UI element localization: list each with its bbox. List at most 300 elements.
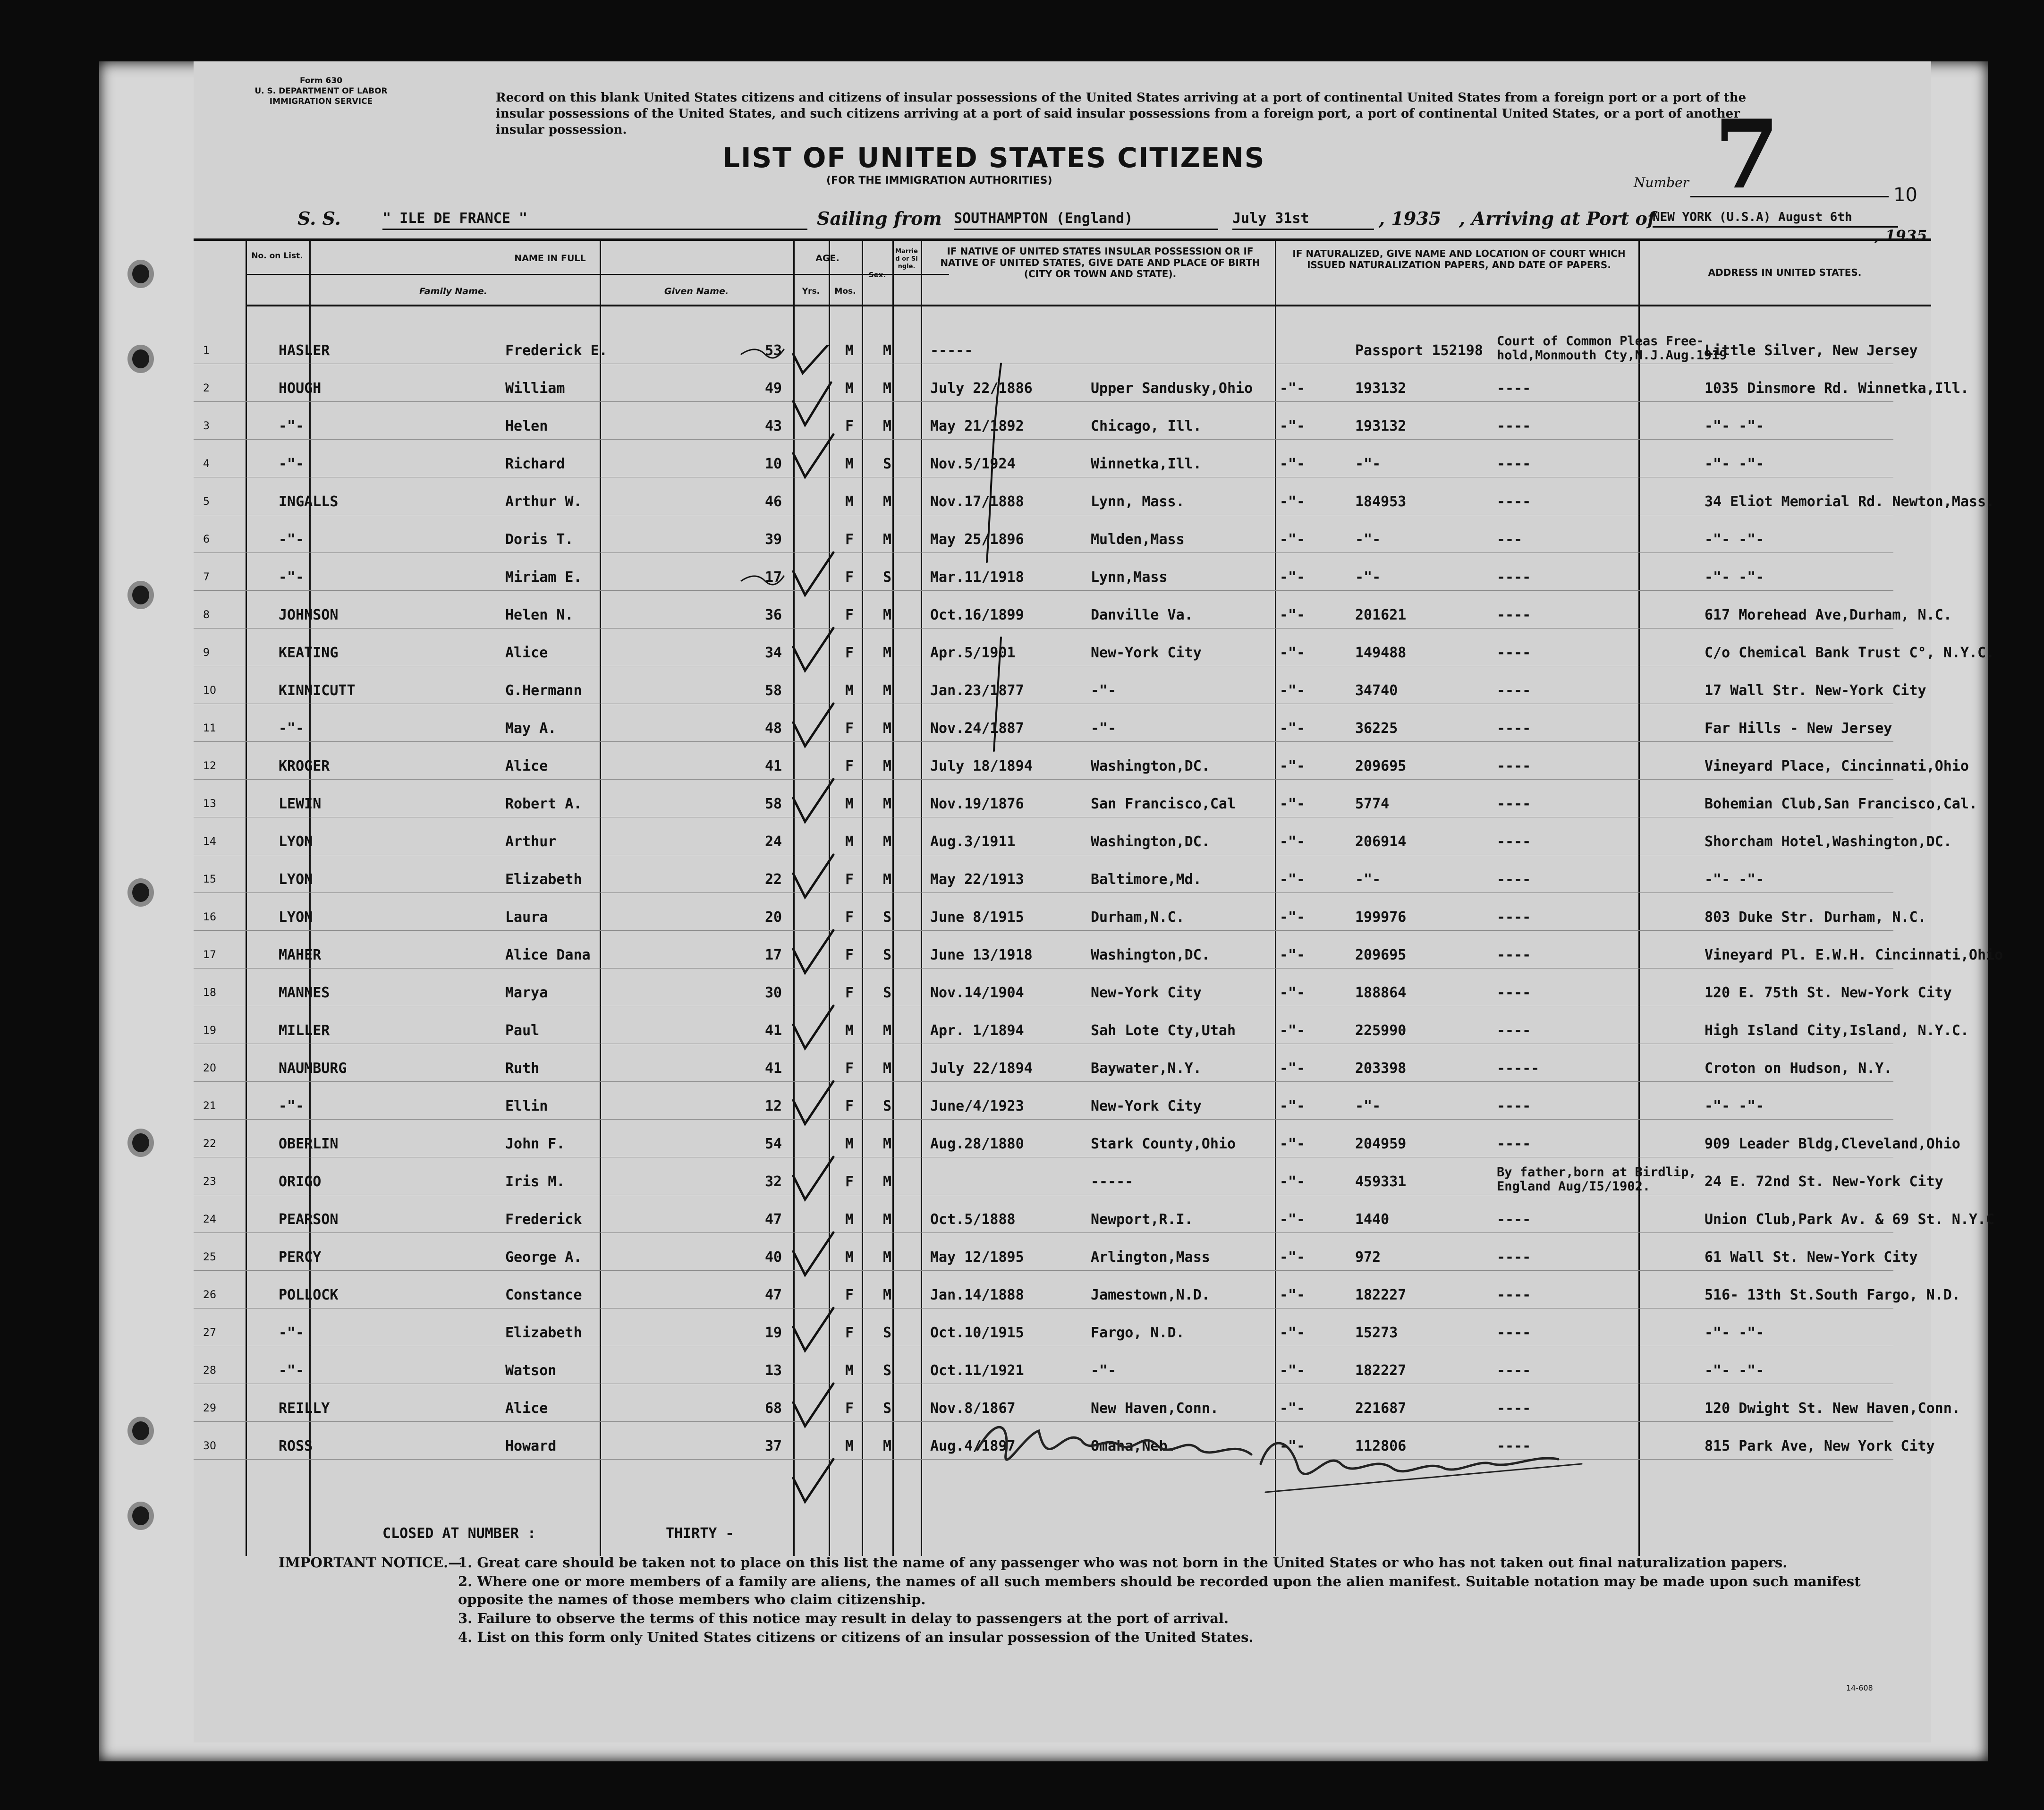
sex: M [845, 456, 854, 472]
family-name: -"- [279, 720, 305, 737]
row-number: 10 [203, 685, 216, 697]
row-number: 3 [203, 420, 210, 432]
marital-status: S [883, 985, 892, 1001]
us-address: 24 E. 72nd St. New-York City [1705, 1173, 1943, 1190]
given-name: Helen [505, 418, 548, 434]
service: IMMIGRATION SERVICE [269, 97, 373, 106]
sex: F [845, 871, 854, 888]
sex: F [845, 1325, 854, 1341]
marital-status: S [883, 1400, 892, 1417]
table-row [194, 590, 1952, 629]
marital-status: M [883, 758, 892, 774]
table-row [194, 1195, 1995, 1233]
given-name: John F. [505, 1136, 565, 1152]
us-address: Union Club,Park Av. & 69 St. N.Y.C [1705, 1211, 1995, 1228]
given-name: Elizabeth [505, 871, 582, 888]
age-years: 68 [765, 1400, 782, 1417]
sex: F [845, 909, 854, 926]
header-address: ADDRESS IN UNITED STATES. [1708, 267, 1862, 278]
birth-date: ----- [930, 342, 973, 359]
row-number: 15 [203, 874, 216, 885]
birth-place: Washington,DC. [1091, 947, 1210, 963]
notice-item: 2. Where one or more members of a family are aliens, the names of all such members should be recorded upon the alien manifest. Suitable notation may be made upon such manifest opposite the names of those members who claim citizenship. [458, 1573, 1861, 1607]
row-number: 21 [203, 1100, 216, 1112]
closed-at-number-value: THIRTY - [666, 1525, 734, 1542]
naturalization-number: 182227 [1355, 1287, 1407, 1303]
header-no: No. on List. [251, 251, 303, 261]
age-years: 12 [765, 1098, 782, 1114]
closed-at-number-label: CLOSED AT NUMBER : [382, 1525, 536, 1542]
table-row [194, 779, 1977, 817]
us-address: 120 E. 75th St. New-York City [1705, 985, 1952, 1001]
header-age: AGE. [815, 253, 840, 263]
family-name: MAHER [279, 947, 322, 963]
family-name: JOHNSON [279, 607, 339, 623]
sex: F [845, 607, 854, 623]
naturalization-court: ---- [1497, 607, 1531, 623]
row-number: 29 [203, 1402, 216, 1414]
table-row [194, 892, 1926, 931]
given-name: Ellin [505, 1098, 548, 1114]
us-address: 803 Duke Str. Durham, N.C. [1705, 909, 1926, 926]
family-name: HASLER [279, 342, 330, 359]
form-footer-code: 14-608 [1846, 1683, 1873, 1692]
family-name: NAUMBURG [279, 1060, 347, 1077]
birth-date: Aug.3/1911 [930, 833, 1016, 850]
naturalization-number: 225990 [1355, 1022, 1407, 1039]
header-naturalized: IF NATURALIZED, GIVE NAME AND LOCATION OF COURT WHICH ISSUED NATURALIZATION PAPERS, AND DATE OF PAPERS. [1292, 248, 1626, 271]
birth-place: Winnetka,Ill. [1091, 456, 1202, 472]
ditto-mark: -"- [1280, 720, 1306, 737]
family-name: -"- [279, 569, 305, 586]
row-number: 11 [203, 722, 216, 734]
row-number: 26 [203, 1289, 216, 1301]
birth-place: Baltimore,Md. [1091, 871, 1202, 888]
family-name: -"- [279, 531, 305, 548]
row-number: 1 [203, 345, 210, 357]
naturalization-number: 221687 [1355, 1400, 1407, 1417]
birth-date: June/4/1923 [930, 1098, 1024, 1114]
marital-status: S [883, 1325, 892, 1341]
birth-place: Fargo, N.D. [1091, 1325, 1185, 1341]
naturalization-court: ---- [1497, 909, 1531, 926]
marital-status: M [883, 1173, 892, 1190]
age-years: 40 [765, 1249, 782, 1266]
marital-status: M [883, 1136, 892, 1152]
given-name: Frederick E. [505, 342, 608, 359]
given-name: Arthur [505, 833, 557, 850]
us-address: 815 Park Ave, New York City [1705, 1438, 1935, 1454]
family-name: MILLER [279, 1022, 330, 1039]
family-name: -"- [279, 1098, 305, 1114]
marital-status: M [883, 418, 892, 434]
microfilm-sheet [99, 61, 2003, 1761]
given-name: Alice Dana [505, 947, 591, 963]
birth-date: Aug.28/1880 [930, 1136, 1024, 1152]
birth-date: June 8/1915 [930, 909, 1024, 926]
family-name: KEATING [279, 645, 339, 661]
marital-status: M [883, 1249, 892, 1266]
given-name: Frederick [505, 1211, 582, 1228]
birth-place: New-York City [1091, 645, 1202, 661]
given-name: Iris M. [505, 1173, 565, 1190]
birth-date: Nov.14/1904 [930, 985, 1024, 1001]
form-identifier [222, 76, 420, 107]
table-row [194, 817, 1952, 855]
birth-place: Sah Lote Cty,Utah [1091, 1022, 1236, 1039]
family-name: ROSS [279, 1438, 313, 1454]
birth-place: Omaha,Neb. [1091, 1438, 1176, 1454]
passenger-table [194, 238, 2003, 1556]
row-number: 5 [203, 496, 210, 508]
naturalization-number: 182227 [1355, 1362, 1407, 1379]
birth-date: Oct.16/1899 [930, 607, 1024, 623]
naturalization-number: 5774 [1355, 796, 1390, 812]
given-name: Doris T. [505, 531, 574, 548]
us-address: 516- 13th St.South Fargo, N.D. [1705, 1287, 1960, 1303]
birth-date: May 21/1892 [930, 418, 1024, 434]
row-number: 12 [203, 760, 216, 772]
ditto-mark: -"- [1280, 1325, 1306, 1341]
table-row [194, 1081, 1893, 1120]
age-years: 49 [765, 380, 782, 397]
age-years: 41 [765, 758, 782, 774]
birth-place: Mulden,Mass [1091, 531, 1185, 548]
header-yrs: Yrs. [802, 287, 820, 296]
given-name: Arthur W. [505, 493, 582, 510]
department: U. S. DEPARTMENT OF LABOR [254, 86, 388, 96]
binder-hole [127, 1417, 154, 1445]
age-years: 22 [765, 871, 782, 888]
birth-place: Arlington,Mass [1091, 1249, 1210, 1266]
given-name: Alice [505, 758, 548, 774]
row-number: 22 [203, 1138, 216, 1150]
naturalization-court: ---- [1497, 833, 1531, 850]
table-row [194, 628, 1995, 666]
naturalization-court: ---- [1497, 1438, 1531, 1454]
naturalization-number: Passport 152198 [1355, 342, 1483, 359]
record-instructions: Record on this blank United States citizens and citizens of insular possessions of the United States arriving at a port of continental United States from a foreign port or a port of the insular possessions of the United States, and such citizens arriving at a port of said insular possessions from a foreign port, a port of continental United States, or a port of another insular possession. [496, 91, 1747, 137]
family-name: HOUGH [279, 380, 322, 397]
naturalization-court: ---- [1497, 569, 1531, 586]
sex: F [845, 1060, 854, 1077]
birth-place: Baywater,N.Y. [1091, 1060, 1202, 1077]
naturalization-number: 972 [1355, 1249, 1381, 1266]
marital-status: M [883, 1022, 892, 1039]
arriving-year: , 1935 [1874, 227, 1927, 245]
header-native: IF NATIVE OF UNITED STATES INSULAR POSSESSION OR IF NATIVE OF UNITED STATES, GIVE DATE AND PLACE OF BIRTH (CITY OR TOWN AND STATE). [940, 246, 1260, 280]
sex: F [845, 1400, 854, 1417]
age-years: 39 [765, 531, 782, 548]
inspector-signature [968, 1407, 1629, 1502]
binder-hole [127, 260, 154, 288]
notice-items [458, 1554, 1874, 1647]
given-name: Marya [505, 985, 548, 1001]
naturalization-number: 36225 [1355, 720, 1398, 737]
family-name: PEARSON [279, 1211, 339, 1228]
birth-place: Danville Va. [1091, 607, 1193, 623]
age-years: 30 [765, 985, 782, 1001]
header-divider [246, 305, 1931, 306]
birth-place: Newport,R.I. [1091, 1211, 1193, 1228]
us-address: -"- -"- [1705, 531, 1764, 548]
given-name: Miriam E. [505, 569, 582, 586]
header-divider [246, 274, 949, 275]
naturalization-number: 201621 [1355, 607, 1407, 623]
number-underline [1690, 196, 1889, 197]
age-years: 53 [765, 342, 782, 359]
row-number: 20 [203, 1062, 216, 1074]
ditto-mark: -"- [1280, 985, 1306, 1001]
birth-date: Jan.14/1888 [930, 1287, 1024, 1303]
sailing-port: SOUTHAMPTON (England) [954, 210, 1218, 230]
naturalization-court: ---- [1497, 380, 1531, 397]
birth-place: -"- [1091, 1362, 1117, 1379]
row-number: 8 [203, 609, 210, 621]
page-subtitle: (FOR THE IMMIGRATION AUTHORITIES) [826, 175, 1052, 187]
table-row [194, 1006, 1969, 1044]
age-years: 54 [765, 1136, 782, 1152]
us-address: 61 Wall St. New-York City [1705, 1249, 1918, 1266]
ditto-mark: -"- [1280, 833, 1306, 850]
given-name: Robert A. [505, 796, 582, 812]
ditto-mark: -"- [1280, 1173, 1306, 1190]
row-number: 24 [203, 1214, 216, 1225]
naturalization-number: -"- [1355, 456, 1381, 472]
family-name: LEWIN [279, 796, 322, 812]
age-years: 17 [765, 569, 782, 586]
binder-hole [127, 345, 154, 373]
header-family-name: Family Name. [419, 286, 488, 297]
naturalization-court: ---- [1497, 1287, 1531, 1303]
family-name: LYON [279, 833, 313, 850]
naturalization-court: ---- [1497, 456, 1531, 472]
naturalization-court: ----- [1497, 1060, 1540, 1077]
sex: F [845, 531, 854, 548]
birth-date: May 22/1913 [930, 871, 1024, 888]
ditto-mark: -"- [1280, 1098, 1306, 1114]
notice-item: 3. Failure to observe the terms of this notice may result in delay to passengers at the port of arrival. [458, 1610, 1229, 1626]
us-address: -"- -"- [1705, 1325, 1764, 1341]
binder-hole [127, 878, 154, 907]
table-row [194, 1346, 1893, 1384]
age-years: 43 [765, 418, 782, 434]
number-label: Number [1634, 175, 1689, 190]
naturalization-number: 209695 [1355, 947, 1407, 963]
naturalization-number: 1440 [1355, 1211, 1390, 1228]
form-number: Form 630 [299, 76, 343, 85]
sex: F [845, 1287, 854, 1303]
sex: F [845, 758, 854, 774]
given-name: Alice [505, 1400, 548, 1417]
age-years: 32 [765, 1173, 782, 1190]
birth-date: Nov.8/1867 [930, 1400, 1016, 1417]
age-years: 24 [765, 833, 782, 850]
corner-number: 10 [1893, 184, 1917, 206]
naturalization-court: ---- [1497, 1362, 1531, 1379]
sex: M [845, 1136, 854, 1152]
ditto-mark: -"- [1280, 569, 1306, 586]
ditto-mark: -"- [1280, 947, 1306, 963]
row-number: 25 [203, 1251, 216, 1263]
naturalization-court: ---- [1497, 645, 1531, 661]
us-address: 1035 Dinsmore Rd. Winnetka,Ill. [1705, 380, 1969, 397]
birth-date: July 18/1894 [930, 758, 1033, 774]
birth-place: Upper Sandusky,Ohio [1091, 380, 1253, 397]
ditto-mark: -"- [1280, 1362, 1306, 1379]
us-address: Croton on Hudson, N.Y. [1705, 1060, 1892, 1077]
given-name: Howard [505, 1438, 557, 1454]
given-name: G.Hermann [505, 682, 582, 699]
sex: M [845, 1211, 854, 1228]
marital-status: M [883, 796, 892, 812]
naturalization-number: 209695 [1355, 758, 1407, 774]
family-name: POLLOCK [279, 1287, 339, 1303]
family-name: -"- [279, 1325, 305, 1341]
ditto-mark: -"- [1280, 758, 1306, 774]
birth-date: Oct.5/1888 [930, 1211, 1016, 1228]
naturalization-number: -"- [1355, 1098, 1381, 1114]
sex: F [845, 1173, 854, 1190]
table-row [194, 855, 1893, 893]
naturalization-number: 149488 [1355, 645, 1407, 661]
birth-date: July 22/1886 [930, 380, 1033, 397]
row-number: 30 [203, 1440, 216, 1452]
sex: F [845, 569, 854, 586]
row-number: 14 [203, 836, 216, 848]
family-name: -"- [279, 1362, 305, 1379]
sex: M [845, 1022, 854, 1039]
naturalization-number: 459331 [1355, 1173, 1407, 1190]
marital-status: S [883, 456, 892, 472]
header-married: Married or Single. [895, 248, 918, 270]
sex: M [845, 1438, 854, 1454]
ditto-mark: -"- [1280, 418, 1306, 434]
birth-date: Nov.5/1924 [930, 456, 1016, 472]
naturalization-number: -"- [1355, 531, 1381, 548]
sex: M [845, 833, 854, 850]
table-row [194, 401, 1893, 440]
table-row [194, 552, 1893, 591]
binder-hole [127, 1129, 154, 1157]
marital-status: M [883, 720, 892, 737]
age-years: 48 [765, 720, 782, 737]
ditto-mark: -"- [1280, 1438, 1306, 1454]
birth-place: Stark County,Ohio [1091, 1136, 1236, 1152]
list-number [1634, 99, 1898, 210]
ditto-mark: -"- [1280, 1249, 1306, 1266]
naturalization-court: ---- [1497, 1136, 1531, 1152]
family-name: LYON [279, 909, 313, 926]
birth-date: Nov.19/1876 [930, 796, 1024, 812]
us-address: Little Silver, New Jersey [1705, 342, 1918, 359]
marital-status: S [883, 1098, 892, 1114]
naturalization-court: --- [1497, 531, 1523, 548]
naturalization-court: By father,born at Birdlip, England Aug/I5/1902. [1497, 1165, 1696, 1194]
marital-status: M [883, 1211, 892, 1228]
age-years: 36 [765, 607, 782, 623]
row-number: 16 [203, 911, 216, 923]
family-name: LYON [279, 871, 313, 888]
us-address: -"- -"- [1705, 1098, 1764, 1114]
marital-status: M [883, 645, 892, 661]
naturalization-number: 184953 [1355, 493, 1407, 510]
table-row [194, 968, 1952, 1006]
sex: F [845, 947, 854, 963]
table-row [194, 477, 1995, 515]
us-address: 617 Morehead Ave,Durham, N.C. [1705, 607, 1952, 623]
naturalization-court: ---- [1497, 1325, 1531, 1341]
sailing-year: , 1935 [1379, 208, 1442, 229]
ditto-mark: -"- [1280, 1400, 1306, 1417]
naturalization-court: ---- [1497, 682, 1531, 699]
naturalization-court: ---- [1497, 418, 1531, 434]
notice-title: IMPORTANT NOTICE.— [279, 1555, 462, 1571]
row-number: 18 [203, 987, 216, 999]
row-number: 23 [203, 1176, 216, 1188]
birth-place: Lynn, Mass. [1091, 493, 1185, 510]
us-address: -"- -"- [1705, 1362, 1764, 1379]
ditto-mark: -"- [1280, 380, 1306, 397]
ss-label: S. S. [297, 208, 341, 229]
naturalization-court: ---- [1497, 947, 1531, 963]
given-name: Paul [505, 1022, 540, 1039]
birth-place: Washington,DC. [1091, 833, 1210, 850]
marital-status: S [883, 909, 892, 926]
table-row [194, 1308, 1893, 1346]
table-row [194, 741, 1969, 780]
naturalization-court: ---- [1497, 796, 1531, 812]
naturalization-number: 15273 [1355, 1325, 1398, 1341]
given-name: Alice [505, 645, 548, 661]
naturalization-number: 206914 [1355, 833, 1407, 850]
binder-hole [127, 581, 154, 609]
sex: M [845, 1362, 854, 1379]
row-number: 9 [203, 647, 210, 659]
given-name: May A. [505, 720, 557, 737]
given-name: Helen N. [505, 607, 574, 623]
sex: M [845, 493, 854, 510]
ditto-mark: -"- [1280, 493, 1306, 510]
sex: M [845, 796, 854, 812]
age-years: 19 [765, 1325, 782, 1341]
us-address: High Island City,Island, N.Y.C. [1705, 1022, 1969, 1039]
us-address: 120 Dwight St. New Haven,Conn. [1705, 1400, 1960, 1417]
notice-item: 1. Great care should be taken not to place on this list the name of any passenger who was not born in the United States or who has not taken out final naturalization papers. [458, 1555, 1788, 1571]
us-address: Far Hills - New Jersey [1705, 720, 1892, 737]
naturalization-number: 203398 [1355, 1060, 1407, 1077]
family-name: -"- [279, 418, 305, 434]
age-years: 17 [765, 947, 782, 963]
row-number: 4 [203, 458, 210, 470]
naturalization-court: ---- [1497, 985, 1531, 1001]
ditto-mark: -"- [1280, 909, 1306, 926]
ditto-mark: -"- [1280, 796, 1306, 812]
given-name: Constance [505, 1287, 582, 1303]
table-row [194, 1119, 1960, 1157]
row-number: 17 [203, 949, 216, 961]
naturalization-number: 204959 [1355, 1136, 1407, 1152]
family-name: REILLY [279, 1400, 330, 1417]
ditto-mark: -"- [1280, 1060, 1306, 1077]
birth-date: May 12/1895 [930, 1249, 1024, 1266]
notice-item: 4. List on this form only United States citizens or citizens of an insular possession of the United States. [458, 1629, 1254, 1645]
marital-status: M [883, 833, 892, 850]
table-row [194, 1232, 1918, 1271]
us-address: -"- -"- [1705, 871, 1764, 888]
us-address: Shorcham Hotel,Washington,DC. [1705, 833, 1952, 850]
ditto-mark: -"- [1280, 1022, 1306, 1039]
